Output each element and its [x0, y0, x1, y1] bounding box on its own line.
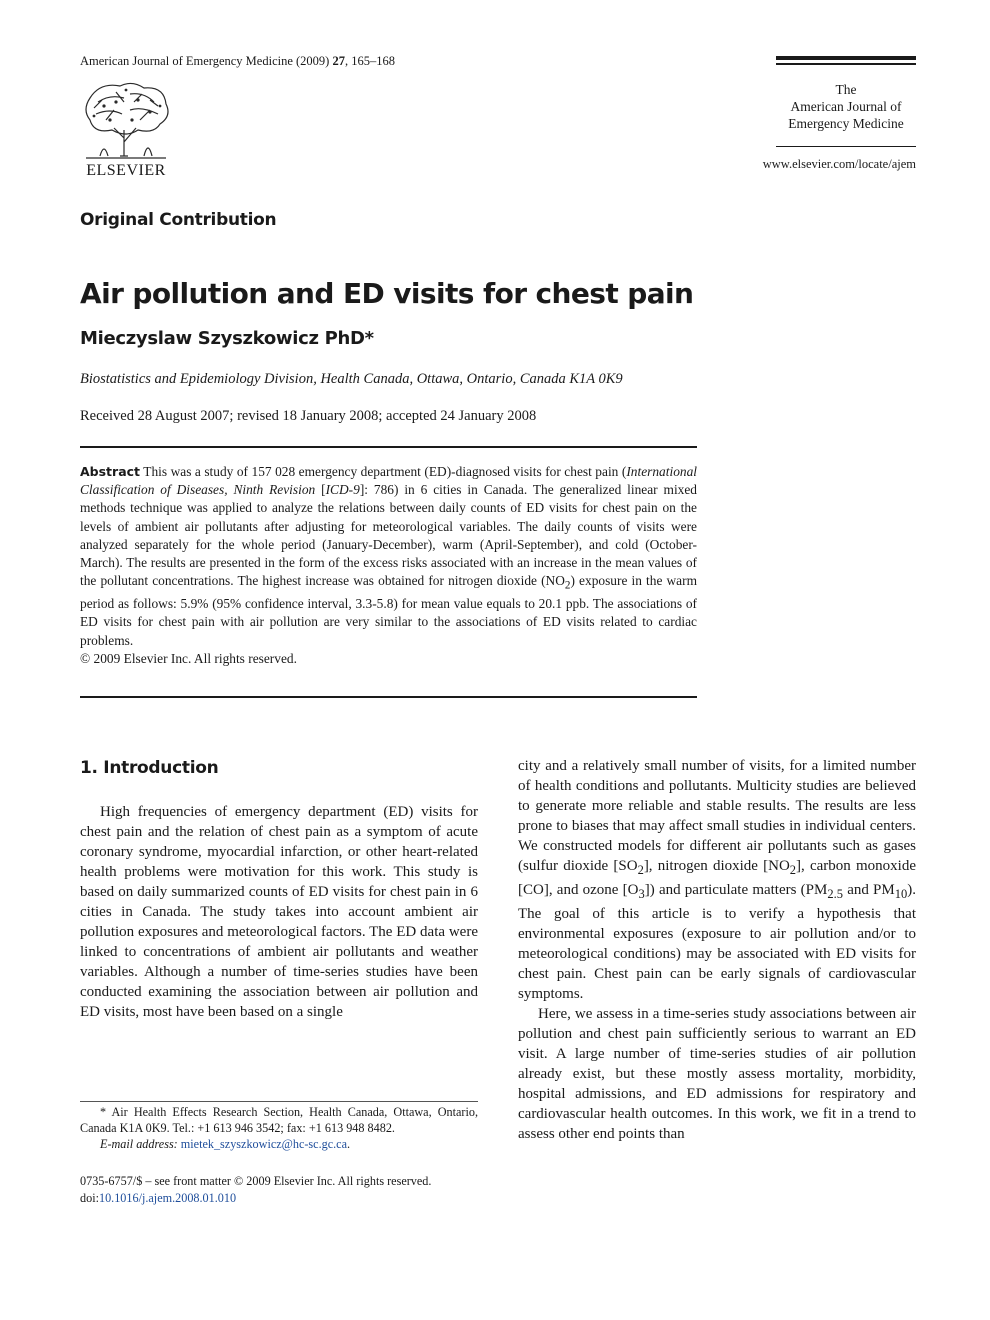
section-heading: 1. Introduction: [80, 758, 219, 778]
masthead-rule-top: [776, 56, 916, 60]
text: ], carbon monoxide [CO], and ozone [O: [518, 858, 916, 898]
subscript: 2: [637, 863, 644, 877]
abstract-rule-bottom: [80, 696, 697, 698]
section-type: Original Contribution: [80, 210, 277, 230]
footnote-text: Air Health Effects Research Section, Health Canada, Ottawa, Ontario, Canada K1A 0K9. Tel.: +1 613 946 3542; fax: +1 613 948 8482.: [80, 1105, 478, 1135]
footnote-marker: *: [100, 1105, 107, 1119]
article-title: Air pollution and ED visits for chest pain: [80, 277, 694, 310]
abstract-text: [: [315, 482, 326, 498]
publisher-name: ELSEVIER: [86, 162, 166, 179]
email-label: E-mail address:: [100, 1137, 178, 1151]
masthead-rule-thin: [776, 63, 916, 65]
received-dates: Received 28 August 2007; revised 18 January 2008; accepted 24 January 2008: [80, 408, 537, 424]
doi-link[interactable]: 10.1016/j.ajem.2008.01.010: [98, 1191, 237, 1205]
footnote-author: [80, 1104, 478, 1136]
author-name: Mieczyslaw Szyszkowicz PhD*: [80, 328, 374, 349]
abstract-label: Abstract: [80, 464, 141, 479]
text: ], nitrogen dioxide [NO: [643, 858, 790, 874]
abstract: [80, 463, 697, 668]
doi-line: [80, 1190, 500, 1207]
masthead-rule-bottom: [776, 146, 916, 147]
abstract-rule-top: [80, 446, 697, 448]
journal-title: [776, 81, 916, 132]
journal-title-line3: Emergency Medicine: [788, 115, 904, 131]
journal-citation: [80, 54, 395, 69]
right-column: [518, 756, 916, 1144]
subscript: 10: [894, 887, 908, 901]
journal-title-line2: American Journal of: [790, 98, 902, 114]
icd-name: International Classification of Diseases, Ninth Revision: [80, 464, 697, 498]
front-matter: [80, 1173, 500, 1207]
doi-label: doi:: [80, 1191, 99, 1205]
journal-masthead: [776, 56, 916, 147]
paragraph: Here, we assess in a time-series study associations between air pollution and chest pain sufficiently serious to warrant an ED visit. A large number of time-series studies of air pollution already exist, but these mostly assess mortality, morbidity, hospital admissions, and ED admissions for respiratory and cardiovascular health outcomes. In this work, we fit in a trend to assess other end points than: [518, 1006, 916, 1142]
abstract-text: ]: 786) in 6 cities in Canada. The generalized linear mixed methods technique was applied to analyze the relations between daily counts of ED visits for chest pain on the levels of ambient air pollutants after adjusting for meteorological variables. The daily counts of visits were analyzed separately for the whole period (January-December), warm (April-September), and cold (October-March). The results are presented in the form of the excess risks associated with an increase in the mean values of the pollutant concentrations. The highest increase was obtained for nitrogen dioxide (NO: [80, 482, 697, 589]
author-affiliation: Biostatistics and Epidemiology Division, Health Canada, Ottawa, Ontario, Canada K1A 0K9: [80, 371, 623, 387]
footnote-email: [80, 1136, 478, 1152]
abstract-text: This was a study of 157 028 emergency department (ED)-diagnosed visits for chest pain (: [140, 464, 627, 479]
text: ). The goal of this article is to verify a hypothesis that environmental exposures (exposure to air pollution and/or to meteorological conditions) may be associated with ED visits for chest pain. Chest pain can be early signals of cardiovascular symptoms.: [518, 882, 916, 1002]
paragraph: High frequencies of emergency department (ED) visits for chest pain and the relation of chest pain as a symptom of acute coronary syndrome, myocardial infarction, or other heart-related health problems were motivation for this work. This study is based on daily summarized counts of ED visits for chest pain in 6 cities in Canada. The study takes into account ambient air pollution exposures and meteorological factors. The ED data were linked to concentrations of ambient air pollutants and weather variables. Although a number of time-series studies have been conducted examining the association between air pollution and ED visits, most have been based on a single: [80, 804, 478, 1020]
abstract-body: [80, 463, 697, 650]
text: ]) and particulate matters (PM: [644, 882, 828, 898]
icd-abbrev: ICD-9: [325, 482, 360, 498]
footnote-rule: [80, 1101, 478, 1102]
text: and PM: [842, 882, 895, 898]
subscript: 2.5: [827, 887, 843, 901]
citation-pages: , 165–168: [344, 54, 395, 68]
footnote: [80, 1104, 478, 1152]
subscript: 2: [789, 863, 797, 877]
citation-journal: American Journal of Emergency Medicine (2009): [80, 54, 330, 68]
abstract-text: ) exposure in the warm period as follows: 5.9% (95% confidence interval, 3.3-5.8) for mean value equals to 20.1 ppb. The associations of ED visits for chest pain with air pollution are very similar to the associations of ED visits related to cardiac problems.: [80, 573, 697, 648]
journal-url[interactable]: www.elsevier.com/locate/ajem: [762, 157, 916, 171]
abstract-copyright: © 2009 Elsevier Inc. All rights reserved.: [80, 650, 297, 666]
paragraph: [518, 756, 916, 1004]
subscript: 3: [638, 887, 645, 901]
journal-title-line1: The: [835, 81, 857, 97]
text: city and a relatively small number of visits, for a limited number of health conditions and pollutants. Multicity studies are believed to generate more reliable and stable results. The results are less prone to biases that may affect small studies in individual centers. We constructed models for different air pollutants such as gases (sulfur dioxide [SO: [518, 758, 916, 874]
subscript: 2: [564, 579, 571, 592]
left-column: [80, 802, 478, 1022]
issn-line: 0735-6757/$ – see front matter © 2009 Elsevier Inc. All rights reserved.: [80, 1174, 432, 1188]
text: .: [347, 1137, 351, 1151]
citation-volume: 27: [332, 54, 345, 68]
email-link[interactable]: mietek_szyszkowicz@hc-sc.gc.ca: [180, 1137, 348, 1151]
